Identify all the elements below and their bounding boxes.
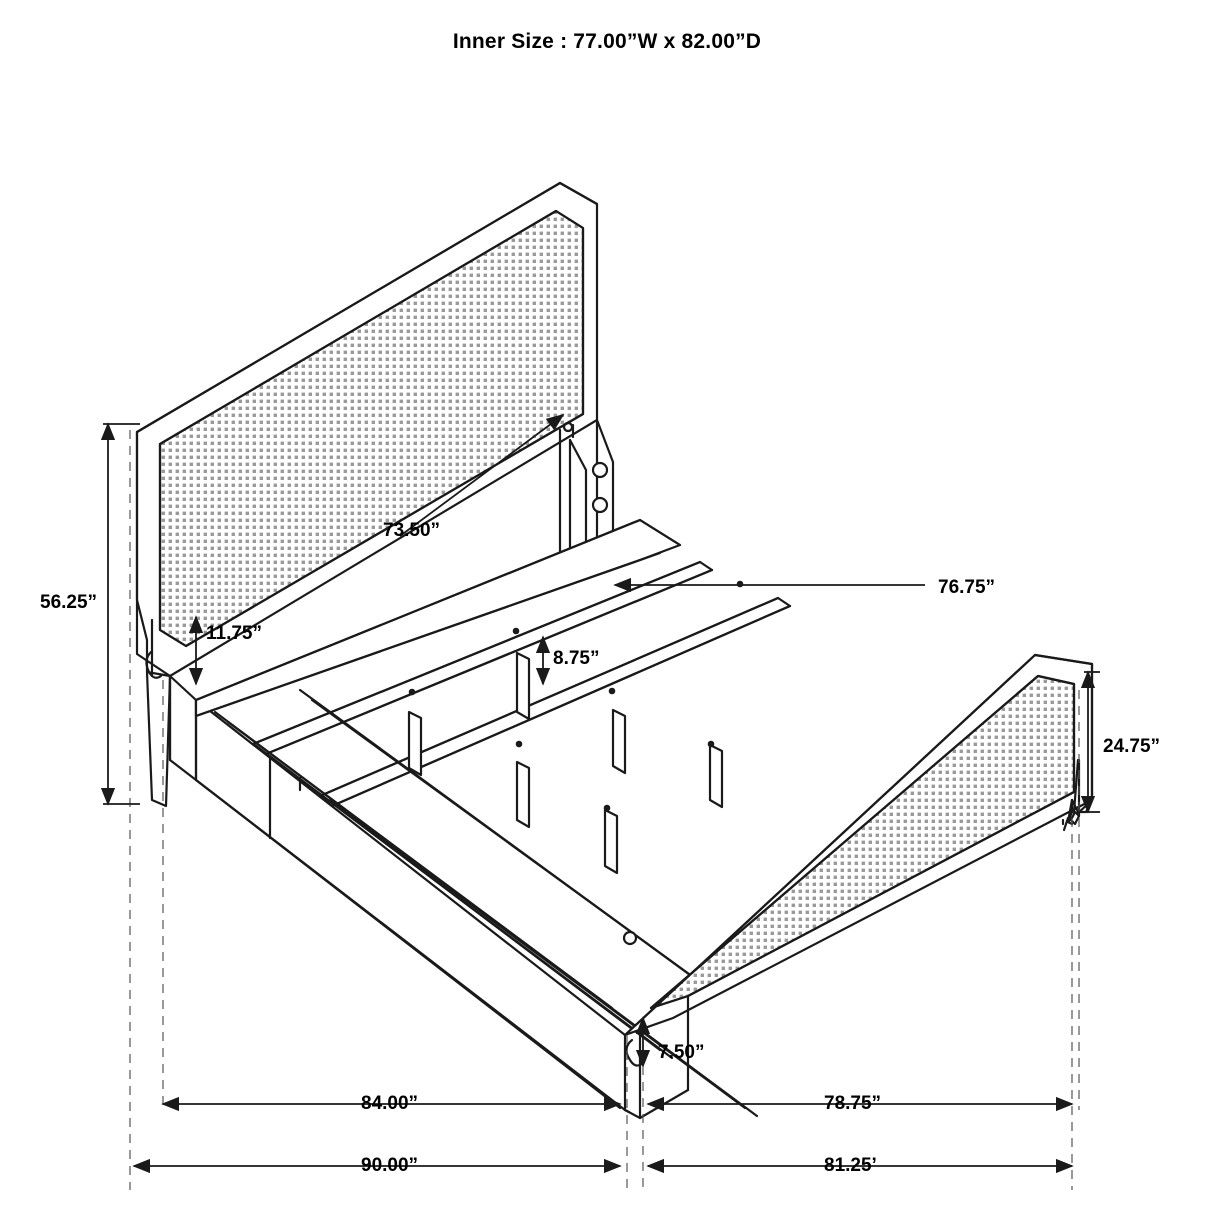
dimension-label-overall-depth: 81.25’ [824,1155,877,1176]
dimension-label-inner-frame-width: 76.75” [938,577,996,598]
dimension-label-overall-height: 56.25” [40,592,98,613]
page-title: Inner Size : 77.00”W x 82.00”D [452,30,762,53]
dimension-label-slat-height: 8.75” [553,648,600,669]
dimension-label-inner-length: 84.00” [361,1093,419,1114]
dimension-label-headboard-width: 73.50” [383,520,441,541]
dimension-label-overall-length: 90.00” [361,1155,419,1176]
dimension-label-footboard-clearance: 7.50” [658,1042,705,1063]
dimension-label-side-rail-depth: 78.75” [824,1093,882,1114]
dimension-label-footboard-height: 24.75” [1103,736,1161,757]
dimension-label-headboard-clearance: 11.75” [206,623,262,644]
